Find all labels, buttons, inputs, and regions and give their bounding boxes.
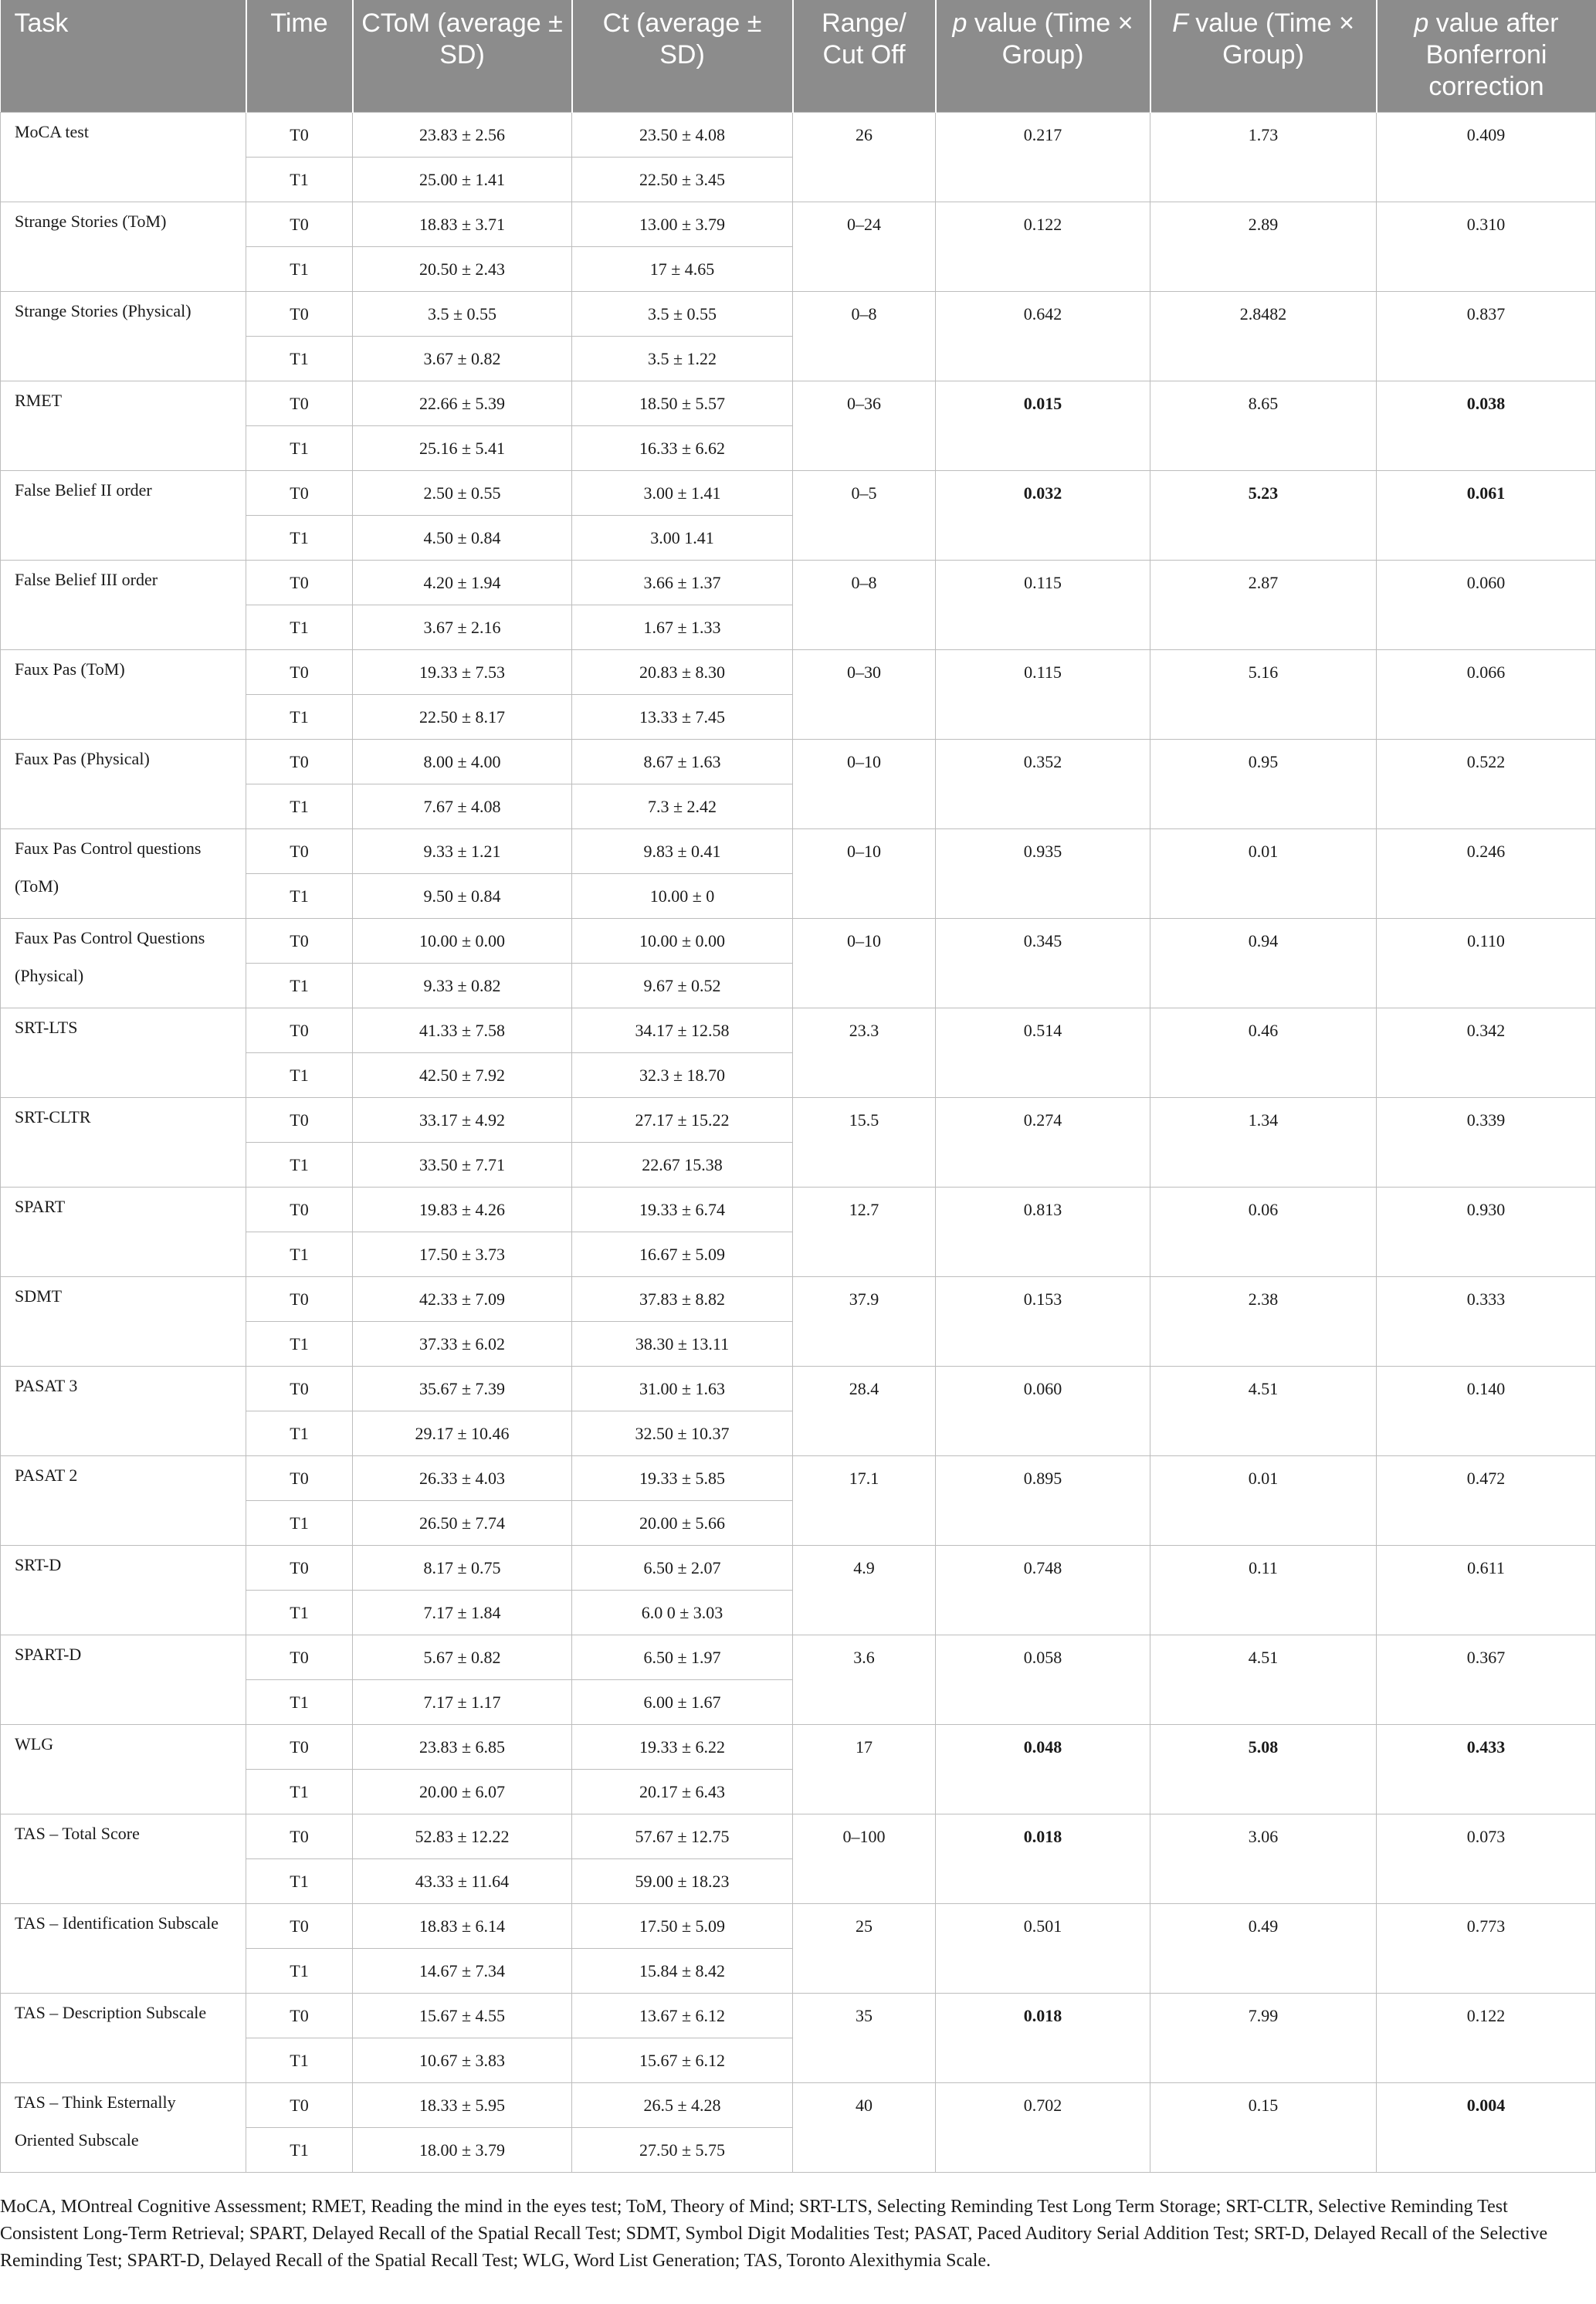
task-cell: PASAT 2: [1, 1455, 246, 1545]
ct-cell: 16.33 ± 6.62: [572, 425, 793, 470]
ctom-cell: 23.83 ± 2.56: [353, 112, 572, 157]
ct-cell: 19.33 ± 5.85: [572, 1455, 793, 1500]
task-cell: Faux Pas (Physical): [1, 739, 246, 828]
ctom-cell: 5.67 ± 0.82: [353, 1635, 572, 1679]
f-value-cell: 5.23: [1150, 470, 1377, 560]
p-value-cell: 0.115: [936, 649, 1150, 739]
task-cell: TAS – Description Subscale: [1, 1993, 246, 2082]
ct-cell: 6.50 ± 1.97: [572, 1635, 793, 1679]
ctom-cell: 26.33 ± 4.03: [353, 1455, 572, 1500]
ct-cell: 27.50 ± 5.75: [572, 2127, 793, 2172]
bonferroni-cell: 0.773: [1377, 1903, 1596, 1993]
p-value-cell: 0.345: [936, 918, 1150, 1008]
p-value-cell: 0.060: [936, 1366, 1150, 1455]
p-value-cell: 0.748: [936, 1545, 1150, 1635]
time-cell: T1: [246, 605, 353, 649]
bonferroni-cell: 0.038: [1377, 381, 1596, 470]
ctom-cell: 3.67 ± 0.82: [353, 336, 572, 381]
time-cell: T1: [246, 963, 353, 1008]
table-row: [1, 1187, 1596, 1232]
range-cell: 0–100: [793, 1814, 936, 1903]
task-cell: SRT-CLTR: [1, 1097, 246, 1187]
ctom-cell: 23.83 ± 6.85: [353, 1724, 572, 1769]
ct-cell: 15.67 ± 6.12: [572, 2038, 793, 2082]
ct-cell: 27.17 ± 15.22: [572, 1097, 793, 1142]
ct-cell: 3.66 ± 1.37: [572, 560, 793, 605]
task-cell: Faux Pas Control questions (ToM): [1, 828, 246, 918]
table-row: [1, 739, 1596, 784]
range-cell: 0–5: [793, 470, 936, 560]
table-footnote: MoCA, MOntreal Cognitive Assessment; RMET, Reading the mind in the eyes test; ToM, Theory of Mind; SRT-LTS, Selecting Reminding Test Long Term Storage; SRT-CLTR, Selective Reminding Test Consistent Long-Term Retrieval; SPART, Delayed Recall of the Spatial Recall Test; SDMT, Symbol Digit Modalities Test; PASAT, Paced Auditory Serial Addition Test; SRT-D, Delayed Recall of the Selective Reminding Test; SPART-D, Delayed Recall of the Spatial Recall Test; WLG, Word List Generation; TAS, Toronto Alexithymia Scale.: [0, 2197, 1548, 2271]
ct-cell: 26.5 ± 4.28: [572, 2082, 793, 2127]
time-cell: T0: [246, 1993, 353, 2038]
bonferroni-cell: 0.433: [1377, 1724, 1596, 1814]
f-value-cell: 2.8482: [1150, 291, 1377, 381]
bonferroni-cell: 0.061: [1377, 470, 1596, 560]
header-fvalue: [1150, 0, 1377, 112]
f-value-cell: 3.06: [1150, 1814, 1377, 1903]
f-value-cell: 4.51: [1150, 1635, 1377, 1724]
task-cell: RMET: [1, 381, 246, 470]
time-cell: T0: [246, 1545, 353, 1590]
time-cell: T1: [246, 2038, 353, 2082]
time-cell: T1: [246, 336, 353, 381]
ctom-cell: 37.33 ± 6.02: [353, 1321, 572, 1366]
p-value-cell: 0.935: [936, 828, 1150, 918]
bonferroni-cell: 0.004: [1377, 2082, 1596, 2172]
task-cell: Faux Pas Control Questions (Physical): [1, 918, 246, 1008]
table-row: [1, 381, 1596, 425]
table-row: [1, 1008, 1596, 1052]
table-row: [1, 918, 1596, 963]
ct-cell: 20.00 ± 5.66: [572, 1500, 793, 1545]
ctom-cell: 3.5 ± 0.55: [353, 291, 572, 336]
header-time: Time: [246, 0, 353, 112]
table-row: [1, 828, 1596, 873]
header-pvalue-p: p: [952, 8, 967, 38]
f-value-cell: 2.89: [1150, 202, 1377, 291]
ct-cell: 20.17 ± 6.43: [572, 1769, 793, 1814]
ct-cell: 9.67 ± 0.52: [572, 963, 793, 1008]
time-cell: T1: [246, 1142, 353, 1187]
ctom-cell: 10.00 ± 0.00: [353, 918, 572, 963]
bonferroni-cell: 0.066: [1377, 649, 1596, 739]
time-cell: T0: [246, 1903, 353, 1948]
ctom-cell: 22.50 ± 8.17: [353, 694, 572, 739]
task-cell: False Belief II order: [1, 470, 246, 560]
ct-cell: 9.83 ± 0.41: [572, 828, 793, 873]
bonferroni-cell: 0.367: [1377, 1635, 1596, 1724]
bonferroni-cell: 0.310: [1377, 202, 1596, 291]
p-value-cell: 0.015: [936, 381, 1150, 470]
time-cell: T0: [246, 112, 353, 157]
task-cell: False Belief III order: [1, 560, 246, 649]
p-value-cell: 0.702: [936, 2082, 1150, 2172]
ctom-cell: 19.83 ± 4.26: [353, 1187, 572, 1232]
range-cell: 0–24: [793, 202, 936, 291]
time-cell: T0: [246, 1724, 353, 1769]
ct-cell: 22.50 ± 3.45: [572, 157, 793, 202]
ctom-cell: 52.83 ± 12.22: [353, 1814, 572, 1858]
bonferroni-cell: 0.333: [1377, 1276, 1596, 1366]
p-value-cell: 0.058: [936, 1635, 1150, 1724]
f-value-cell: 1.73: [1150, 112, 1377, 202]
ctom-cell: 20.00 ± 6.07: [353, 1769, 572, 1814]
f-value-cell: 8.65: [1150, 381, 1377, 470]
p-value-cell: 0.217: [936, 112, 1150, 202]
task-cell: MoCA test: [1, 112, 246, 202]
ct-cell: 8.67 ± 1.63: [572, 739, 793, 784]
f-value-cell: 1.34: [1150, 1097, 1377, 1187]
p-value-cell: 0.352: [936, 739, 1150, 828]
ct-cell: 13.00 ± 3.79: [572, 202, 793, 246]
table-row: [1, 112, 1596, 157]
header-bonferroni-rest: value after Bonferroni correction: [1425, 8, 1559, 101]
time-cell: T1: [246, 1948, 353, 1993]
f-value-cell: 2.87: [1150, 560, 1377, 649]
time-cell: T0: [246, 828, 353, 873]
f-value-cell: 0.01: [1150, 1455, 1377, 1545]
p-value-cell: 0.018: [936, 1814, 1150, 1903]
header-bonferroni: [1377, 0, 1596, 112]
table-row: [1, 1903, 1596, 1948]
bonferroni-cell: 0.611: [1377, 1545, 1596, 1635]
header-row: [1, 0, 1596, 112]
time-cell: T0: [246, 202, 353, 246]
time-cell: T0: [246, 1097, 353, 1142]
bonferroni-cell: 0.339: [1377, 1097, 1596, 1187]
p-value-cell: 0.153: [936, 1276, 1150, 1366]
f-value-cell: 0.01: [1150, 828, 1377, 918]
f-value-cell: 4.51: [1150, 1366, 1377, 1455]
time-cell: T1: [246, 157, 353, 202]
ct-cell: 3.00 ± 1.41: [572, 470, 793, 515]
range-cell: 12.7: [793, 1187, 936, 1276]
ctom-cell: 9.33 ± 1.21: [353, 828, 572, 873]
range-cell: 0–30: [793, 649, 936, 739]
f-value-cell: 0.15: [1150, 2082, 1377, 2172]
range-cell: 0–8: [793, 291, 936, 381]
time-cell: T0: [246, 291, 353, 336]
task-cell: TAS – Think Esternally Oriented Subscale: [1, 2082, 246, 2172]
bonferroni-cell: 0.060: [1377, 560, 1596, 649]
ctom-cell: 4.50 ± 0.84: [353, 515, 572, 560]
ct-cell: 37.83 ± 8.82: [572, 1276, 793, 1321]
f-value-cell: 0.06: [1150, 1187, 1377, 1276]
task-cell: SPART: [1, 1187, 246, 1276]
header-ctom: CToM (average ± SD): [353, 0, 572, 112]
ct-cell: 6.00 ± 1.67: [572, 1679, 793, 1724]
ctom-cell: 10.67 ± 3.83: [353, 2038, 572, 2082]
table-row: [1, 649, 1596, 694]
range-cell: 25: [793, 1903, 936, 1993]
ctom-cell: 43.33 ± 11.64: [353, 1858, 572, 1903]
range-cell: 17: [793, 1724, 936, 1814]
p-value-cell: 0.514: [936, 1008, 1150, 1097]
range-cell: 0–8: [793, 560, 936, 649]
time-cell: T0: [246, 381, 353, 425]
ctom-cell: 8.00 ± 4.00: [353, 739, 572, 784]
table-row: [1, 1097, 1596, 1142]
bonferroni-cell: 0.837: [1377, 291, 1596, 381]
time-cell: T1: [246, 1052, 353, 1097]
header-fvalue-rest: value (Time × Group): [1188, 8, 1354, 69]
ct-cell: 7.3 ± 2.42: [572, 784, 793, 828]
ctom-cell: 33.17 ± 4.92: [353, 1097, 572, 1142]
range-cell: 40: [793, 2082, 936, 2172]
ct-cell: 59.00 ± 18.23: [572, 1858, 793, 1903]
ctom-cell: 22.66 ± 5.39: [353, 381, 572, 425]
p-value-cell: 0.642: [936, 291, 1150, 381]
time-cell: T1: [246, 246, 353, 291]
ctom-cell: 15.67 ± 4.55: [353, 1993, 572, 2038]
ct-cell: 31.00 ± 1.63: [572, 1366, 793, 1411]
ctom-cell: 17.50 ± 3.73: [353, 1232, 572, 1276]
bonferroni-cell: 0.472: [1377, 1455, 1596, 1545]
time-cell: T0: [246, 1187, 353, 1232]
p-value-cell: 0.501: [936, 1903, 1150, 1993]
ct-cell: 32.3 ± 18.70: [572, 1052, 793, 1097]
ct-cell: 34.17 ± 12.58: [572, 1008, 793, 1052]
ct-cell: 10.00 ± 0.00: [572, 918, 793, 963]
ctom-cell: 42.50 ± 7.92: [353, 1052, 572, 1097]
ct-cell: 32.50 ± 10.37: [572, 1411, 793, 1455]
ctom-cell: 7.17 ± 1.84: [353, 1590, 572, 1635]
ct-cell: 10.00 ± 0: [572, 873, 793, 918]
header-fvalue-f: F: [1172, 8, 1188, 38]
time-cell: T1: [246, 873, 353, 918]
ctom-cell: 25.16 ± 5.41: [353, 425, 572, 470]
range-cell: 4.9: [793, 1545, 936, 1635]
time-cell: T1: [246, 1232, 353, 1276]
table-row: [1, 1545, 1596, 1590]
range-cell: 26: [793, 112, 936, 202]
ctom-cell: 2.50 ± 0.55: [353, 470, 572, 515]
bonferroni-cell: 0.409: [1377, 112, 1596, 202]
ctom-cell: 7.17 ± 1.17: [353, 1679, 572, 1724]
p-value-cell: 0.115: [936, 560, 1150, 649]
time-cell: T0: [246, 1455, 353, 1500]
range-cell: 0–10: [793, 739, 936, 828]
task-cell: Faux Pas (ToM): [1, 649, 246, 739]
range-cell: 35: [793, 1993, 936, 2082]
time-cell: T1: [246, 1411, 353, 1455]
bonferroni-cell: 0.140: [1377, 1366, 1596, 1455]
ctom-cell: 18.83 ± 3.71: [353, 202, 572, 246]
header-range: Range/ Cut Off: [793, 0, 936, 112]
ctom-cell: 14.67 ± 7.34: [353, 1948, 572, 1993]
bonferroni-cell: 0.122: [1377, 1993, 1596, 2082]
table-row: [1, 560, 1596, 605]
ctom-cell: 41.33 ± 7.58: [353, 1008, 572, 1052]
time-cell: T0: [246, 1814, 353, 1858]
bonferroni-cell: 0.110: [1377, 918, 1596, 1008]
time-cell: T1: [246, 1590, 353, 1635]
bonferroni-cell: 0.073: [1377, 1814, 1596, 1903]
ctom-cell: 19.33 ± 7.53: [353, 649, 572, 694]
time-cell: T1: [246, 515, 353, 560]
header-pvalue-rest: value (Time × Group): [967, 8, 1133, 69]
time-cell: T0: [246, 470, 353, 515]
table-row: [1, 1276, 1596, 1321]
table-row: [1, 1993, 1596, 2038]
task-cell: TAS – Identification Subscale: [1, 1903, 246, 1993]
ct-cell: 19.33 ± 6.74: [572, 1187, 793, 1232]
ctom-cell: 4.20 ± 1.94: [353, 560, 572, 605]
ct-cell: 17.50 ± 5.09: [572, 1903, 793, 1948]
header-ct: Ct (average ± SD): [572, 0, 793, 112]
ct-cell: 13.33 ± 7.45: [572, 694, 793, 739]
ct-cell: 16.67 ± 5.09: [572, 1232, 793, 1276]
ct-cell: 38.30 ± 13.11: [572, 1321, 793, 1366]
time-cell: T1: [246, 425, 353, 470]
table-row: [1, 1814, 1596, 1858]
task-cell: SRT-D: [1, 1545, 246, 1635]
p-value-cell: 0.018: [936, 1993, 1150, 2082]
ctom-cell: 3.67 ± 2.16: [353, 605, 572, 649]
table-row: [1, 470, 1596, 515]
time-cell: T0: [246, 649, 353, 694]
f-value-cell: 2.38: [1150, 1276, 1377, 1366]
ct-cell: 18.50 ± 5.57: [572, 381, 793, 425]
ct-cell: 13.67 ± 6.12: [572, 1993, 793, 2038]
table-row: [1, 2082, 1596, 2127]
time-cell: T0: [246, 1635, 353, 1679]
range-cell: 3.6: [793, 1635, 936, 1724]
ct-cell: 57.67 ± 12.75: [572, 1814, 793, 1858]
time-cell: T0: [246, 560, 353, 605]
f-value-cell: 5.08: [1150, 1724, 1377, 1814]
table-row: [1, 1635, 1596, 1679]
ct-cell: 20.83 ± 8.30: [572, 649, 793, 694]
time-cell: T1: [246, 1500, 353, 1545]
ct-cell: 22.67 15.38: [572, 1142, 793, 1187]
range-cell: 28.4: [793, 1366, 936, 1455]
f-value-cell: 0.95: [1150, 739, 1377, 828]
ctom-cell: 33.50 ± 7.71: [353, 1142, 572, 1187]
table-row: [1, 291, 1596, 336]
time-cell: T1: [246, 1321, 353, 1366]
ctom-cell: 18.33 ± 5.95: [353, 2082, 572, 2127]
f-value-cell: 0.49: [1150, 1903, 1377, 1993]
ct-cell: 3.5 ± 0.55: [572, 291, 793, 336]
table-row: [1, 1455, 1596, 1500]
p-value-cell: 0.122: [936, 202, 1150, 291]
ct-cell: 6.50 ± 2.07: [572, 1545, 793, 1590]
ct-cell: 19.33 ± 6.22: [572, 1724, 793, 1769]
ctom-cell: 9.33 ± 0.82: [353, 963, 572, 1008]
range-cell: 0–10: [793, 828, 936, 918]
ct-cell: 1.67 ± 1.33: [572, 605, 793, 649]
table-row: [1, 202, 1596, 246]
ctom-cell: 7.67 ± 4.08: [353, 784, 572, 828]
table-body: [1, 112, 1596, 2172]
p-value-cell: 0.813: [936, 1187, 1150, 1276]
ctom-cell: 8.17 ± 0.75: [353, 1545, 572, 1590]
ct-cell: 3.5 ± 1.22: [572, 336, 793, 381]
header-pvalue: [936, 0, 1150, 112]
ctom-cell: 26.50 ± 7.74: [353, 1500, 572, 1545]
range-cell: 23.3: [793, 1008, 936, 1097]
task-cell: Strange Stories (Physical): [1, 291, 246, 381]
time-cell: T1: [246, 784, 353, 828]
ct-cell: 6.0 0 ± 3.03: [572, 1590, 793, 1635]
f-value-cell: 0.11: [1150, 1545, 1377, 1635]
range-cell: 0–36: [793, 381, 936, 470]
p-value-cell: 0.032: [936, 470, 1150, 560]
time-cell: T0: [246, 739, 353, 784]
range-cell: 37.9: [793, 1276, 936, 1366]
range-cell: 15.5: [793, 1097, 936, 1187]
task-cell: SRT-LTS: [1, 1008, 246, 1097]
ctom-cell: 20.50 ± 2.43: [353, 246, 572, 291]
f-value-cell: 0.46: [1150, 1008, 1377, 1097]
p-value-cell: 0.048: [936, 1724, 1150, 1814]
ct-cell: 3.00 1.41: [572, 515, 793, 560]
ct-cell: 15.84 ± 8.42: [572, 1948, 793, 1993]
ct-cell: 17 ± 4.65: [572, 246, 793, 291]
header-bonferroni-p: p: [1414, 8, 1429, 38]
table-row: [1, 1724, 1596, 1769]
task-cell: TAS – Total Score: [1, 1814, 246, 1903]
time-cell: T1: [246, 2127, 353, 2172]
time-cell: T1: [246, 694, 353, 739]
p-value-cell: 0.895: [936, 1455, 1150, 1545]
time-cell: T0: [246, 1276, 353, 1321]
task-cell: PASAT 3: [1, 1366, 246, 1455]
task-cell: Strange Stories (ToM): [1, 202, 246, 291]
range-cell: 0–10: [793, 918, 936, 1008]
time-cell: T0: [246, 1008, 353, 1052]
ctom-cell: 35.67 ± 7.39: [353, 1366, 572, 1411]
p-value-cell: 0.274: [936, 1097, 1150, 1187]
task-cell: SDMT: [1, 1276, 246, 1366]
time-cell: T0: [246, 918, 353, 963]
header-task: Task: [1, 0, 246, 112]
bonferroni-cell: 0.930: [1377, 1187, 1596, 1276]
time-cell: T1: [246, 1769, 353, 1814]
ctom-cell: 29.17 ± 10.46: [353, 1411, 572, 1455]
time-cell: T0: [246, 2082, 353, 2127]
f-value-cell: 7.99: [1150, 1993, 1377, 2082]
ctom-cell: 18.83 ± 6.14: [353, 1903, 572, 1948]
task-cell: WLG: [1, 1724, 246, 1814]
table-row: [1, 1366, 1596, 1411]
bonferroni-cell: 0.342: [1377, 1008, 1596, 1097]
range-cell: 17.1: [793, 1455, 936, 1545]
f-value-cell: 5.16: [1150, 649, 1377, 739]
time-cell: T0: [246, 1366, 353, 1411]
bonferroni-cell: 0.246: [1377, 828, 1596, 918]
time-cell: T1: [246, 1858, 353, 1903]
ct-cell: 23.50 ± 4.08: [572, 112, 793, 157]
task-cell: SPART-D: [1, 1635, 246, 1724]
ctom-cell: 25.00 ± 1.41: [353, 157, 572, 202]
bonferroni-cell: 0.522: [1377, 739, 1596, 828]
ctom-cell: 18.00 ± 3.79: [353, 2127, 572, 2172]
ctom-cell: 9.50 ± 0.84: [353, 873, 572, 918]
ctom-cell: 42.33 ± 7.09: [353, 1276, 572, 1321]
f-value-cell: 0.94: [1150, 918, 1377, 1008]
time-cell: T1: [246, 1679, 353, 1724]
